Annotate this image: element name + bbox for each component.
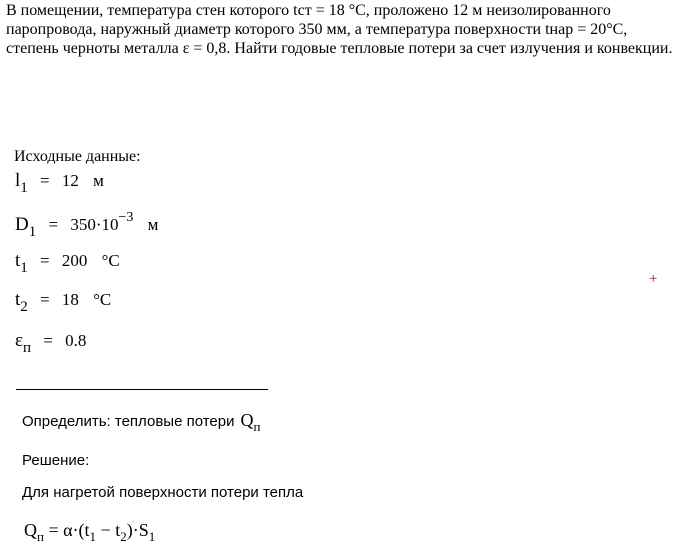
formula-t1-sub: 1: [89, 529, 97, 544]
d1-symbol: D: [15, 214, 29, 235]
given-d1: [15, 210, 158, 241]
d1-unit: м: [147, 215, 159, 234]
task-q-symbol: [240, 410, 261, 434]
heat-loss-formula: [24, 520, 155, 545]
t1-symbol: t: [15, 250, 21, 271]
t2-symbol: t: [15, 289, 21, 310]
formula-s-sub: 1: [148, 529, 156, 544]
l1-symbol: l: [15, 170, 21, 191]
given-l1: [15, 170, 104, 197]
l1-equals: =: [40, 171, 50, 190]
separator-line: [16, 389, 268, 390]
formula-lhs-sub: п: [37, 529, 44, 544]
t2-equals: =: [40, 290, 50, 309]
t1-equals: =: [40, 251, 50, 270]
l1-value: 12: [61, 171, 79, 190]
t1-unit: °C: [101, 251, 120, 270]
given-t2: [15, 289, 111, 316]
d1-subscript: 1: [28, 224, 37, 240]
eps-value: 0.8: [65, 331, 87, 350]
plus-marker-icon: +: [649, 271, 658, 287]
t2-value: 18: [61, 290, 79, 309]
task-label: Определить: тепловые потери: [22, 413, 235, 430]
solution-text: Для нагретой поверхности потери тепла: [22, 484, 304, 501]
given-t1: [15, 250, 120, 277]
q-letter: Q: [240, 410, 254, 430]
given-data-heading: Исходные данные:: [14, 148, 141, 165]
d1-exponent: −3: [118, 210, 134, 225]
given-eps: [15, 330, 86, 357]
l1-unit: м: [93, 171, 104, 190]
t2-subscript: 2: [20, 299, 28, 315]
t1-subscript: 1: [20, 260, 28, 276]
l1-subscript: 1: [20, 180, 28, 196]
d1-value: 350·10: [70, 215, 119, 234]
formula-lhs: Q: [24, 520, 37, 540]
solution-label: Решение:: [22, 452, 90, 469]
problem-statement: В помещении, температура стен которого tст = 18 °С, проложено 12 м неизолированного паропровода, наружный диаметр которого 350 мм, а температура поверхности tнар = 20°С, степень черноты металла ε = 0,8. Найти годовые тепловые потери за счет излучения и конвекции.: [6, 2, 673, 57]
d1-equals: =: [48, 215, 59, 234]
task-line: [22, 410, 260, 435]
eps-subscript: п: [22, 340, 32, 356]
t1-value: 200: [61, 251, 88, 270]
formula-t2-sub: 2: [120, 529, 127, 544]
formula-minus: − t: [96, 520, 121, 540]
formula-rhs-start: = α·(t: [43, 520, 90, 540]
t2-unit: °C: [93, 290, 112, 309]
eps-symbol: ε: [15, 330, 23, 351]
eps-equals: =: [43, 331, 53, 350]
q-subscript: п: [253, 419, 261, 434]
formula-close: )·S: [126, 520, 149, 540]
